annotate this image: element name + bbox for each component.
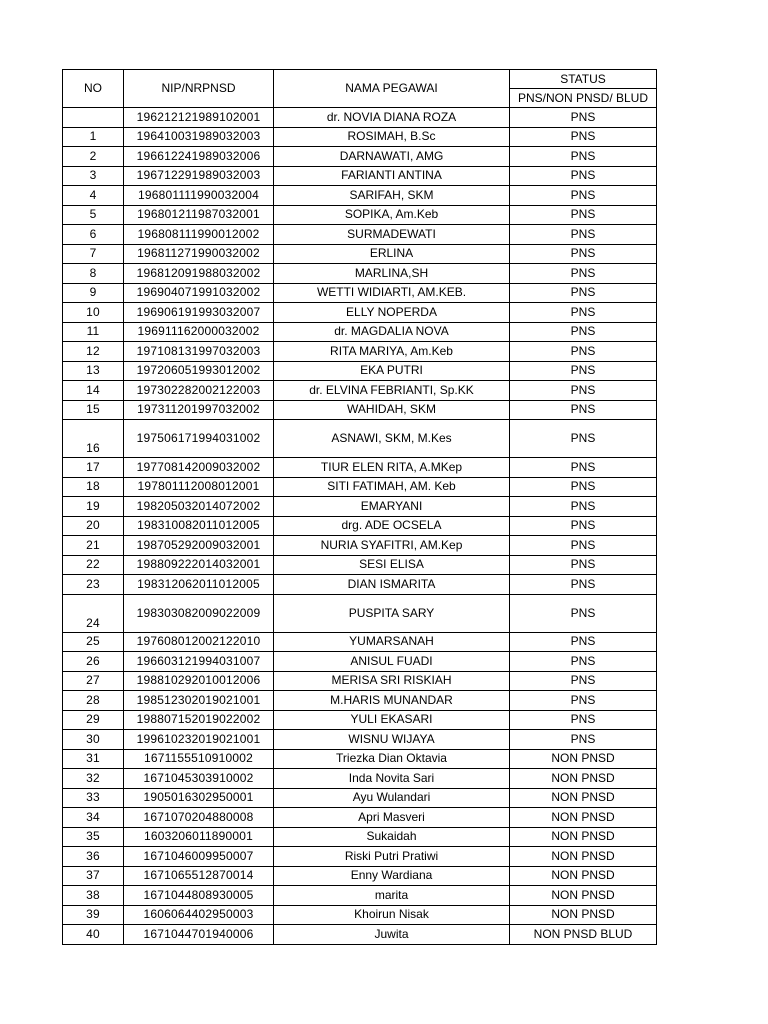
table-row (63, 847, 657, 867)
row-nip: 198312062011012005 (124, 575, 274, 595)
row-no: 30 (63, 730, 124, 750)
row-no: 31 (63, 749, 124, 769)
row-nip: 196612241989032006 (124, 147, 274, 167)
row-no: 25 (63, 632, 124, 652)
row-nip: 197206051993012002 (124, 361, 274, 381)
row-nip: 198705292009032001 (124, 536, 274, 556)
header-no: NO (63, 70, 124, 108)
table-row (63, 808, 657, 828)
row-name: Triezka Dian Oktavia (274, 749, 510, 769)
table-row (63, 886, 657, 906)
table-row (63, 381, 657, 401)
row-name: WAHIDAH, SKM (274, 400, 510, 420)
row-name: SOPIKA, Am.Keb (274, 205, 510, 225)
row-status: PNS (510, 166, 657, 186)
row-nip: 196603121994031007 (124, 652, 274, 672)
row-no: 12 (63, 342, 124, 362)
row-name: MERISA SRI RISKIAH (274, 671, 510, 691)
row-no: 36 (63, 847, 124, 867)
row-nip: 199610232019021001 (124, 730, 274, 750)
row-no: 6 (63, 225, 124, 245)
row-no: 9 (63, 283, 124, 303)
row-nip: 196801111990032004 (124, 186, 274, 206)
table-row (63, 671, 657, 691)
row-no: 37 (63, 866, 124, 886)
table-row (63, 420, 657, 458)
table-row (63, 652, 657, 672)
table-row (63, 575, 657, 595)
row-name: RITA MARIYA, Am.Keb (274, 342, 510, 362)
table-row (63, 458, 657, 478)
row-no: 1 (63, 127, 124, 147)
row-status: PNS (510, 516, 657, 536)
row-no: 14 (63, 381, 124, 401)
table-row (63, 555, 657, 575)
table-row (63, 400, 657, 420)
table-row (63, 769, 657, 789)
row-status: PNS (510, 458, 657, 478)
row-no: 39 (63, 905, 124, 925)
row-no: 27 (63, 671, 124, 691)
row-name: ASNAWI, SKM, M.Kes (274, 420, 510, 458)
row-no: 38 (63, 886, 124, 906)
table-row (63, 264, 657, 284)
table-row (63, 691, 657, 711)
table-row (63, 594, 657, 632)
row-status: PNS (510, 342, 657, 362)
row-name: dr. NOVIA DIANA ROZA (274, 108, 510, 128)
row-status: NON PNSD (510, 827, 657, 847)
row-nip: 1671044701940006 (124, 925, 274, 945)
row-status: PNS (510, 303, 657, 323)
row-nip: 196712291989032003 (124, 166, 274, 186)
row-status: PNS (510, 477, 657, 497)
row-nip: 197608012002122010 (124, 632, 274, 652)
table-row (63, 730, 657, 750)
row-name: PUSPITA SARY (274, 594, 510, 632)
row-nip: 1671065512870014 (124, 866, 274, 886)
row-no: 34 (63, 808, 124, 828)
table-row (63, 925, 657, 945)
row-nip: 196811271990032002 (124, 244, 274, 264)
row-no: 32 (63, 769, 124, 789)
row-nip: 198303082009022009 (124, 594, 274, 632)
table-row (63, 497, 657, 517)
row-no (63, 108, 124, 128)
row-name: SITI FATIMAH, AM. Keb (274, 477, 510, 497)
row-name: Enny Wardiana (274, 866, 510, 886)
table-row (63, 788, 657, 808)
table-row (63, 749, 657, 769)
table-row (63, 536, 657, 556)
row-nip: 196801211987032001 (124, 205, 274, 225)
row-status: PNS (510, 555, 657, 575)
row-status: PNS (510, 710, 657, 730)
row-status: PNS (510, 691, 657, 711)
row-nip: 1671070204880008 (124, 808, 274, 828)
row-nip: 1671155510910002 (124, 749, 274, 769)
row-name: ROSIMAH, B.Sc (274, 127, 510, 147)
row-nip: 198205032014072002 (124, 497, 274, 517)
row-name: DIAN ISMARITA (274, 575, 510, 595)
row-status: PNS (510, 127, 657, 147)
table-row (63, 303, 657, 323)
row-status: PNS (510, 283, 657, 303)
table-row (63, 244, 657, 264)
row-status: NON PNSD (510, 847, 657, 867)
row-no: 40 (63, 925, 124, 945)
row-no: 28 (63, 691, 124, 711)
row-status: PNS (510, 536, 657, 556)
row-status: PNS (510, 400, 657, 420)
row-name: Khoirun Nisak (274, 905, 510, 925)
row-status: PNS (510, 381, 657, 401)
row-name: TIUR ELEN RITA, A.MKep (274, 458, 510, 478)
table-row (63, 205, 657, 225)
row-status: PNS (510, 225, 657, 245)
row-status: PNS (510, 652, 657, 672)
row-name: YULI EKASARI (274, 710, 510, 730)
header-status-sub: PNS/NON PNSD/ BLUD (510, 89, 657, 108)
row-no: 2 (63, 147, 124, 167)
table-row (63, 827, 657, 847)
row-name: FARIANTI ANTINA (274, 166, 510, 186)
table-row (63, 477, 657, 497)
row-nip: 1603206011890001 (124, 827, 274, 847)
row-nip: 198810292010012006 (124, 671, 274, 691)
row-name: MARLINA,SH (274, 264, 510, 284)
row-nip: 1606064402950003 (124, 905, 274, 925)
row-nip: 1905016302950001 (124, 788, 274, 808)
row-status: PNS (510, 205, 657, 225)
header-status: STATUS (510, 70, 657, 89)
row-nip: 1671045303910002 (124, 769, 274, 789)
employee-table (62, 69, 657, 945)
row-nip: 198807152019022002 (124, 710, 274, 730)
header-name: NAMA PEGAWAI (274, 70, 510, 108)
row-status: PNS (510, 186, 657, 206)
header-nip: NIP/NRPNSD (124, 70, 274, 108)
row-name: ANISUL FUADI (274, 652, 510, 672)
row-nip: 196906191993032007 (124, 303, 274, 323)
row-name: WISNU WIJAYA (274, 730, 510, 750)
row-name: NURIA SYAFITRI, AM.Kep (274, 536, 510, 556)
row-name: Inda Novita Sari (274, 769, 510, 789)
row-no: 4 (63, 186, 124, 206)
row-status: NON PNSD (510, 886, 657, 906)
table-row (63, 710, 657, 730)
row-status: NON PNSD (510, 788, 657, 808)
row-nip: 197801112008012001 (124, 477, 274, 497)
row-name: drg. ADE OCSELA (274, 516, 510, 536)
row-status: NON PNSD (510, 769, 657, 789)
row-status: PNS (510, 322, 657, 342)
row-status: PNS (510, 244, 657, 264)
row-name: DARNAWATI, AMG (274, 147, 510, 167)
table-row (63, 632, 657, 652)
row-name: EKA PUTRI (274, 361, 510, 381)
row-status: PNS (510, 361, 657, 381)
table-row (63, 147, 657, 167)
row-status: NON PNSD BLUD (510, 925, 657, 945)
header-row (63, 70, 657, 89)
row-no: 17 (63, 458, 124, 478)
row-nip: 198809222014032001 (124, 555, 274, 575)
row-no: 18 (63, 477, 124, 497)
row-nip: 197108131997032003 (124, 342, 274, 362)
row-status: PNS (510, 575, 657, 595)
row-status: NON PNSD (510, 905, 657, 925)
row-name: Juwita (274, 925, 510, 945)
row-status: PNS (510, 632, 657, 652)
row-no: 33 (63, 788, 124, 808)
row-nip: 197311201997032002 (124, 400, 274, 420)
row-no: 24 (63, 594, 124, 632)
row-name: YUMARSANAH (274, 632, 510, 652)
row-no: 16 (63, 420, 124, 458)
row-name: dr. MAGDALIA NOVA (274, 322, 510, 342)
row-name: SESI ELISA (274, 555, 510, 575)
table-row (63, 108, 657, 128)
row-nip: 197708142009032002 (124, 458, 274, 478)
row-nip: 196410031989032003 (124, 127, 274, 147)
table-row (63, 905, 657, 925)
row-nip: 198512302019021001 (124, 691, 274, 711)
row-nip: 196812091988032002 (124, 264, 274, 284)
row-no: 21 (63, 536, 124, 556)
row-no: 5 (63, 205, 124, 225)
row-nip: 196212121989102001 (124, 108, 274, 128)
row-nip: 196808111990012002 (124, 225, 274, 245)
row-nip: 197506171994031002 (124, 420, 274, 458)
table-row (63, 361, 657, 381)
table-row (63, 186, 657, 206)
row-no: 10 (63, 303, 124, 323)
row-name: Sukaidah (274, 827, 510, 847)
row-name: ELLY NOPERDA (274, 303, 510, 323)
table-row (63, 516, 657, 536)
row-name: SURMADEWATI (274, 225, 510, 245)
row-nip: 1671044808930005 (124, 886, 274, 906)
row-no: 35 (63, 827, 124, 847)
row-no: 26 (63, 652, 124, 672)
row-status: PNS (510, 147, 657, 167)
row-no: 11 (63, 322, 124, 342)
row-no: 8 (63, 264, 124, 284)
row-nip: 196904071991032002 (124, 283, 274, 303)
row-nip: 197302282002122003 (124, 381, 274, 401)
table-row (63, 283, 657, 303)
table-row (63, 322, 657, 342)
row-name: Riski Putri Pratiwi (274, 847, 510, 867)
row-no: 23 (63, 575, 124, 595)
row-no: 13 (63, 361, 124, 381)
row-name: marita (274, 886, 510, 906)
table-body (63, 108, 657, 945)
row-status: PNS (510, 108, 657, 128)
row-nip: 198310082011012005 (124, 516, 274, 536)
row-name: ERLINA (274, 244, 510, 264)
table-row (63, 127, 657, 147)
row-name: dr. ELVINA FEBRIANTI, Sp.KK (274, 381, 510, 401)
row-status: PNS (510, 594, 657, 632)
row-name: WETTI WIDIARTI, AM.KEB. (274, 283, 510, 303)
table-row (63, 225, 657, 245)
table-row (63, 166, 657, 186)
row-name: Apri Masveri (274, 808, 510, 828)
row-no: 19 (63, 497, 124, 517)
row-status: PNS (510, 671, 657, 691)
row-no: 29 (63, 710, 124, 730)
row-no: 15 (63, 400, 124, 420)
row-name: M.HARIS MUNANDAR (274, 691, 510, 711)
row-status: PNS (510, 730, 657, 750)
row-status: NON PNSD (510, 866, 657, 886)
row-name: SARIFAH, SKM (274, 186, 510, 206)
row-nip: 1671046009950007 (124, 847, 274, 867)
row-status: NON PNSD (510, 749, 657, 769)
row-status: PNS (510, 264, 657, 284)
row-status: PNS (510, 420, 657, 458)
row-no: 22 (63, 555, 124, 575)
table-row (63, 342, 657, 362)
row-name: Ayu Wulandari (274, 788, 510, 808)
row-name: EMARYANI (274, 497, 510, 517)
row-no: 20 (63, 516, 124, 536)
row-status: NON PNSD (510, 808, 657, 828)
table-row (63, 866, 657, 886)
row-no: 3 (63, 166, 124, 186)
row-status: PNS (510, 497, 657, 517)
row-no: 7 (63, 244, 124, 264)
row-nip: 196911162000032002 (124, 322, 274, 342)
